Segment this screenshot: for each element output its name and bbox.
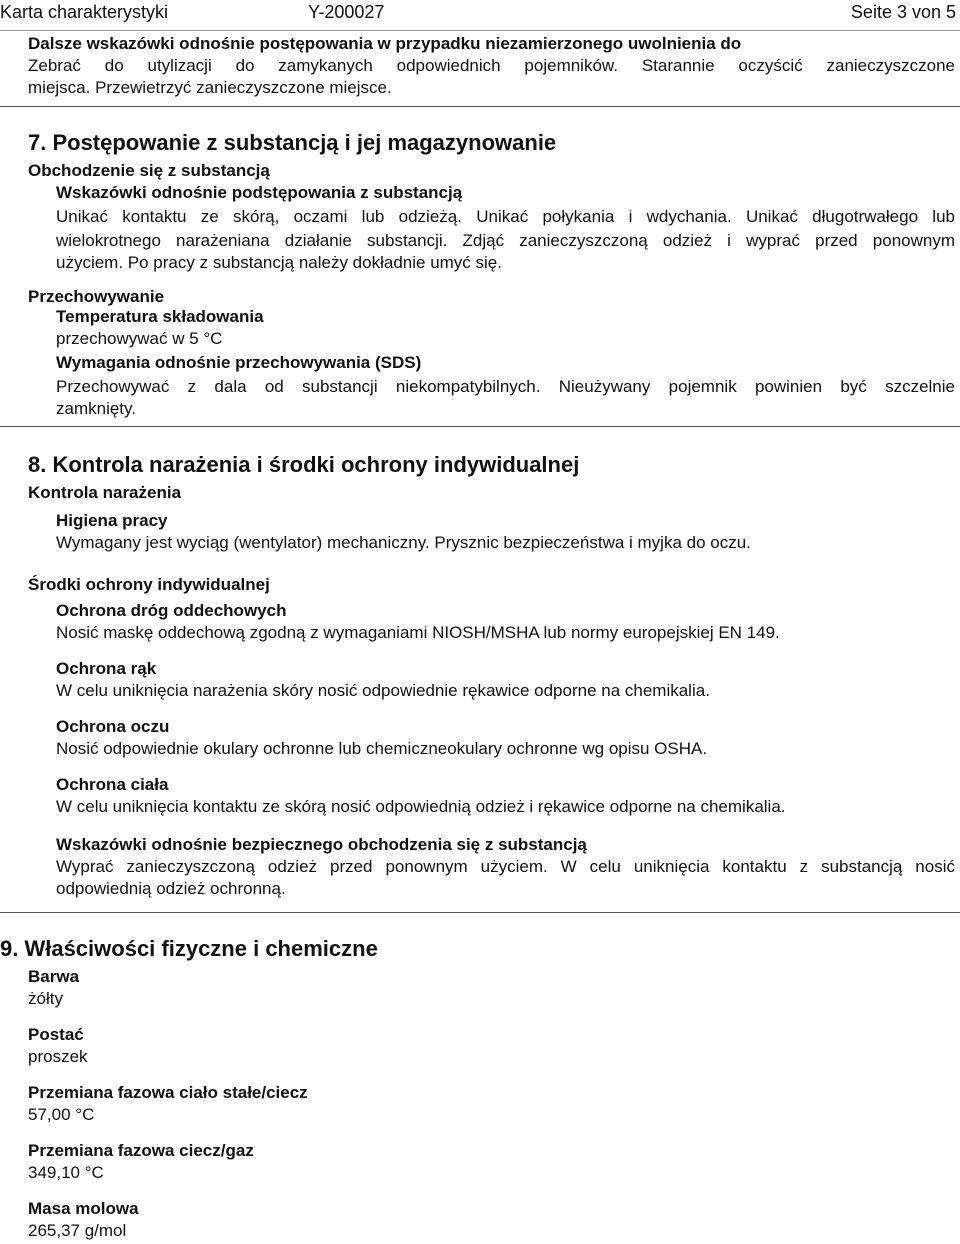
section-divider — [0, 106, 960, 107]
storage-requirements-heading: Wymagania odnośnie przechowywania (SDS) — [56, 353, 422, 372]
safe-handling-text: Wyprać zanieczyszczoną odzież przed ponownym użyciem. W celu uniknięcia kontaktu z substancją nosić — [56, 857, 955, 876]
hygiene-text: Wymagany jest wyciąg (wentylator) mechaniczny. Prysznic bezpieczeństwa i myjka do oczu. — [56, 533, 751, 552]
property-value: 349,10 °C — [28, 1163, 104, 1182]
respiratory-protection-text: Nosić maskę oddechową zgodną z wymaganiami NIOSH/MSHA lub normy europejskiej EN 149. — [56, 623, 780, 642]
property-value: 57,00 °C — [28, 1105, 95, 1124]
section6-text-line: Zebrać do utylizacji do zamykanych odpowiednich pojemników. Starannie oczyścić zanieczyszczone — [28, 56, 955, 75]
body-protection-heading: Ochrona ciała — [56, 775, 169, 794]
safe-handling-heading: Wskazówki odnośnie bezpiecznego obchodzenia się z substancją — [56, 835, 587, 854]
property-label: Barwa — [28, 967, 80, 986]
storage-temperature-heading: Temperatura składowania — [56, 307, 264, 326]
storage-temperature-value: przechowywać w 5 °C — [56, 329, 223, 348]
page-number: Seite 3 von 5 — [850, 2, 956, 22]
document-code: Y-200027 — [308, 2, 385, 22]
property-value: 265,37 g/mol — [28, 1221, 127, 1240]
hygiene-heading: Higiena pracy — [56, 511, 168, 530]
section8-title: 8. Kontrola narażenia i środki ochrony indywidualnej — [28, 452, 580, 477]
handling-text-line: wielokrotnego narażeniana działanie substancji. Zdjąć zanieczyszczoną odzież i wyprać przed ponownym — [56, 231, 955, 250]
body-protection-text: W celu uniknięcia kontaktu ze skórą nosić odpowiednią odzież i rękawice odporne na chemikalia. — [56, 797, 786, 816]
storage-requirements-text: zamknięty. — [56, 399, 136, 418]
hand-protection-heading: Ochrona rąk — [56, 659, 157, 678]
eye-protection-text: Nosić odpowiednie okulary ochronne lub chemiczneokulary ochronne wg opisu OSHA. — [56, 739, 708, 758]
respiratory-protection-heading: Ochrona dróg oddechowych — [56, 601, 287, 620]
property-value: proszek — [28, 1047, 88, 1066]
property-label: Masa molowa — [28, 1199, 139, 1218]
section7-title: 7. Postępowanie z substancją i jej magazynowanie — [28, 130, 557, 155]
exposure-control-heading: Kontrola narażenia — [28, 483, 182, 502]
storage-heading: Przechowywanie — [28, 287, 165, 306]
document-title: Karta charakterystyki — [0, 2, 169, 22]
property-label: Przemiana fazowa ciecz/gaz — [28, 1141, 254, 1160]
page-header — [0, 0, 960, 31]
ppe-heading: Środki ochrony indywidualnej — [28, 575, 270, 594]
hand-protection-text: W celu uniknięcia narażenia skóry nosić odpowiednie rękawice odporne na chemikalia. — [56, 681, 710, 700]
handling-subheading: Wskazówki odnośnie podstępowania z substancją — [56, 183, 463, 202]
section6-text-line: miejsca. Przewietrzyć zanieczyszczone miejsce. — [28, 78, 392, 97]
property-label: Przemiana fazowa ciało stałe/ciecz — [28, 1083, 308, 1102]
handling-heading: Obchodzenie się z substancją — [28, 161, 270, 180]
storage-requirements-text: Przechowywać z dala od substancji niekompatybilnych. Nieużywany pojemnik powinien być szczelnie — [56, 377, 955, 396]
property-value: żółty — [28, 989, 63, 1008]
property-label: Postać — [28, 1025, 84, 1044]
safe-handling-text: odpowiednią odzież ochronną. — [56, 879, 286, 898]
section-divider — [0, 426, 960, 427]
handling-text-line: użyciem. Po pracy z substancją należy dokładnie umyć się. — [56, 253, 502, 272]
handling-text-line: Unikać kontaktu ze skórą, oczami lub odzieżą. Unikać połykania i wdychania. Unikać długotrwałego lub — [56, 207, 955, 226]
section6-subheading: Dalsze wskazówki odnośnie postępowania w przypadku niezamierzonego uwolnienia do — [28, 34, 742, 53]
section9-title: 9. Właściwości fizyczne i chemiczne — [0, 936, 378, 961]
section-divider — [0, 912, 960, 913]
eye-protection-heading: Ochrona oczu — [56, 717, 170, 736]
